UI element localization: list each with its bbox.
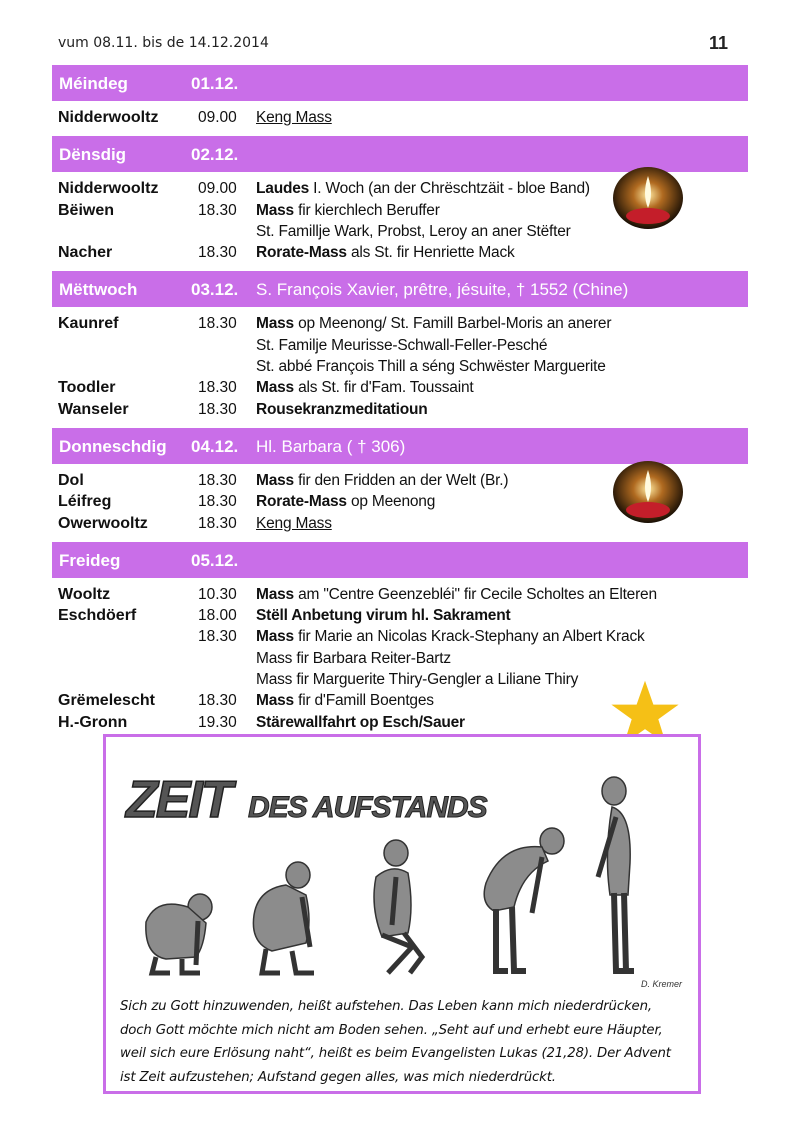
place-name: Eschdöerf [58, 607, 137, 625]
title-small: DES AUFSTANDS [248, 791, 487, 824]
mass-intention: op Meenong/ St. Famill Barbel-Moris an anerer [293, 315, 612, 333]
place-name: Bëiwen [58, 201, 115, 219]
mass-intention: Mass fir Marguerite Thiry-Gengler a Liliane Thiry [256, 671, 579, 689]
day-entries [52, 307, 748, 427]
mass-description [256, 242, 515, 263]
mass-intention: fir den Fridden an der Welt (Br.) [293, 471, 509, 489]
place-name: Léifreg [58, 493, 112, 511]
day-header [52, 428, 748, 464]
mass-time: 19.30 [198, 713, 237, 731]
mass-description [256, 313, 611, 334]
artist-credit: D. Kremer [640, 979, 682, 989]
mass-time: 18.30 [198, 471, 237, 489]
day-name: Donneschdig [59, 436, 167, 456]
day-header [52, 65, 748, 101]
cartoon-caption: Sich zu Gott hinzuwenden, heißt aufstehen. Das Leben kann mich niederdrücken, doch Gott möchte mich nicht am Boden sehen. „Seht auf und erhebt eure Häupter, weil sich eure Erlösung naht“, heißt es beim Evangelisten Lukas (21,28). Der Advent ist Zeit aufzustehen; Aufstand gegen alles, was mich niederdrückt. [120, 999, 671, 1085]
schedule-row [52, 335, 748, 356]
day-note: Hl. Barbara ( † 306) [256, 436, 406, 456]
mass-time: 18.30 [198, 315, 237, 333]
day-header [52, 271, 748, 307]
mass-description [256, 491, 435, 512]
mass-description [256, 399, 428, 420]
candle-icon [612, 166, 684, 230]
schedule-row [52, 399, 748, 420]
mass-time: 18.30 [198, 692, 237, 710]
figure-rising-2 [352, 837, 452, 977]
day-date: 01.12. [191, 74, 239, 93]
place-name: Toodler [58, 379, 116, 397]
place-name: Nidderwooltz [58, 180, 159, 198]
figure-bent [472, 813, 572, 977]
mass-time: 18.30 [198, 379, 237, 397]
schedule-row [52, 377, 748, 398]
day-name: Méindeg [59, 74, 128, 93]
schedule-row [52, 648, 748, 669]
figure-rising-1 [236, 855, 336, 977]
day-name: Mëttwoch [59, 280, 138, 300]
candle-icon [612, 460, 684, 524]
mass-description [256, 107, 332, 128]
mass-intention: Keng Mass [256, 109, 332, 126]
mass-description [256, 356, 606, 377]
place-name: H.-Gronn [58, 713, 128, 731]
day-name: Freideg [59, 550, 121, 570]
mass-description [256, 200, 440, 221]
mass-type: Rorate-Mass [256, 493, 347, 511]
mass-intention: fir d'Famill Boentges [293, 692, 434, 710]
mass-type: Mass [256, 585, 294, 603]
mass-intention: St. Familje Meurisse-Schwall-Feller-Pesché [256, 336, 548, 354]
title-big: ZEIT [126, 771, 231, 829]
schedule-row [52, 356, 748, 377]
mass-intention: am "Centre Geenzebléi" fir Cecile Scholtes an Elteren [293, 585, 657, 603]
mass-description [256, 605, 510, 626]
day-entries [52, 101, 748, 136]
mass-intention: Mass fir Barbara Reiter-Bartz [256, 649, 451, 667]
mass-type: Stëll Anbetung virum hl. Sakrament [256, 607, 511, 625]
mass-description [256, 470, 508, 491]
place-name: Nacher [58, 244, 113, 262]
schedule-row [52, 626, 748, 647]
place-name: Grëmelescht [58, 692, 155, 710]
day-name: Dënsdig [59, 145, 127, 165]
day-entries [52, 464, 748, 542]
mass-type: Laudes [256, 180, 310, 198]
cartoon-box [103, 734, 701, 1094]
mass-time: 09.00 [198, 180, 237, 198]
mass-type: Mass [256, 628, 294, 646]
schedule-row [52, 584, 748, 605]
day-date: 03.12. [191, 280, 239, 300]
mass-intention: I. Woch (an der Chrëschtzäit - bloe Band) [309, 180, 590, 198]
mass-description [256, 178, 590, 199]
schedule-row [52, 242, 748, 263]
place-name: Owerwooltz [58, 514, 148, 532]
figure-crouched [126, 877, 226, 977]
figure-standing [586, 773, 666, 977]
day-date: 05.12. [191, 550, 239, 570]
mass-intention: St. abbé François Thill a séng Schwëster Marguerite [256, 358, 606, 376]
mass-intention: Keng Mass [256, 514, 332, 532]
mass-time: 18.30 [198, 514, 237, 532]
schedule-row [52, 605, 748, 626]
mass-type: Mass [256, 692, 294, 710]
mass-time: 18.30 [198, 628, 237, 646]
mass-intention: St. Famillje Wark, Probst, Leroy an aner Stëfter [256, 222, 571, 240]
mass-type: Mass [256, 201, 294, 219]
place-name: Wanseler [58, 400, 129, 418]
mass-type: Rousekranzmeditatioun [256, 400, 428, 418]
date-range: vum 08.11. bis de 14.12.2014 [58, 35, 269, 51]
mass-intention: als St. fir d'Fam. Toussaint [293, 379, 474, 397]
mass-time: 18.30 [198, 400, 237, 418]
mass-time: 18.30 [198, 201, 237, 219]
mass-intention: op Meenong [346, 493, 436, 511]
mass-type: Rorate-Mass [256, 244, 347, 262]
day-entries [52, 172, 748, 271]
mass-description [256, 584, 657, 605]
mass-description [256, 712, 465, 733]
mass-intention: fir kierchlech Beruffer [293, 201, 440, 219]
mass-description [256, 648, 451, 669]
day-date: 02.12. [191, 145, 239, 165]
page-header [58, 33, 728, 53]
mass-description [256, 669, 578, 690]
mass-time: 18.30 [198, 244, 237, 262]
mass-intention: als St. fir Henriette Mack [346, 244, 515, 262]
mass-type: Mass [256, 471, 294, 489]
mass-time: 09.00 [198, 109, 237, 126]
mass-time: 10.30 [198, 585, 237, 603]
schedule-row [52, 107, 748, 128]
day-date: 04.12. [191, 436, 239, 456]
mass-description [256, 221, 571, 242]
mass-type: Stärewallfahrt op Esch/Sauer [256, 713, 465, 731]
place-name: Dol [58, 471, 84, 489]
mass-description [256, 690, 434, 711]
mass-time: 18.00 [198, 607, 237, 625]
mass-description [256, 626, 645, 647]
mass-time: 18.30 [198, 493, 237, 511]
mass-description [256, 513, 332, 534]
place-name: Wooltz [58, 585, 111, 603]
schedule-row [52, 313, 748, 334]
mass-description [256, 377, 473, 398]
mass-description [256, 335, 547, 356]
place-name: Kaunref [58, 315, 119, 333]
mass-intention: fir Marie an Nicolas Krack-Stephany an Albert Krack [293, 628, 645, 646]
mass-type: Mass [256, 315, 294, 333]
mass-schedule [52, 65, 748, 762]
page-number: 11 [708, 33, 728, 53]
mass-type: Mass [256, 379, 294, 397]
day-header [52, 542, 748, 578]
day-note: S. François Xavier, prêtre, jésuite, † 1552 (Chine) [256, 280, 629, 300]
place-name: Nidderwooltz [58, 109, 159, 126]
